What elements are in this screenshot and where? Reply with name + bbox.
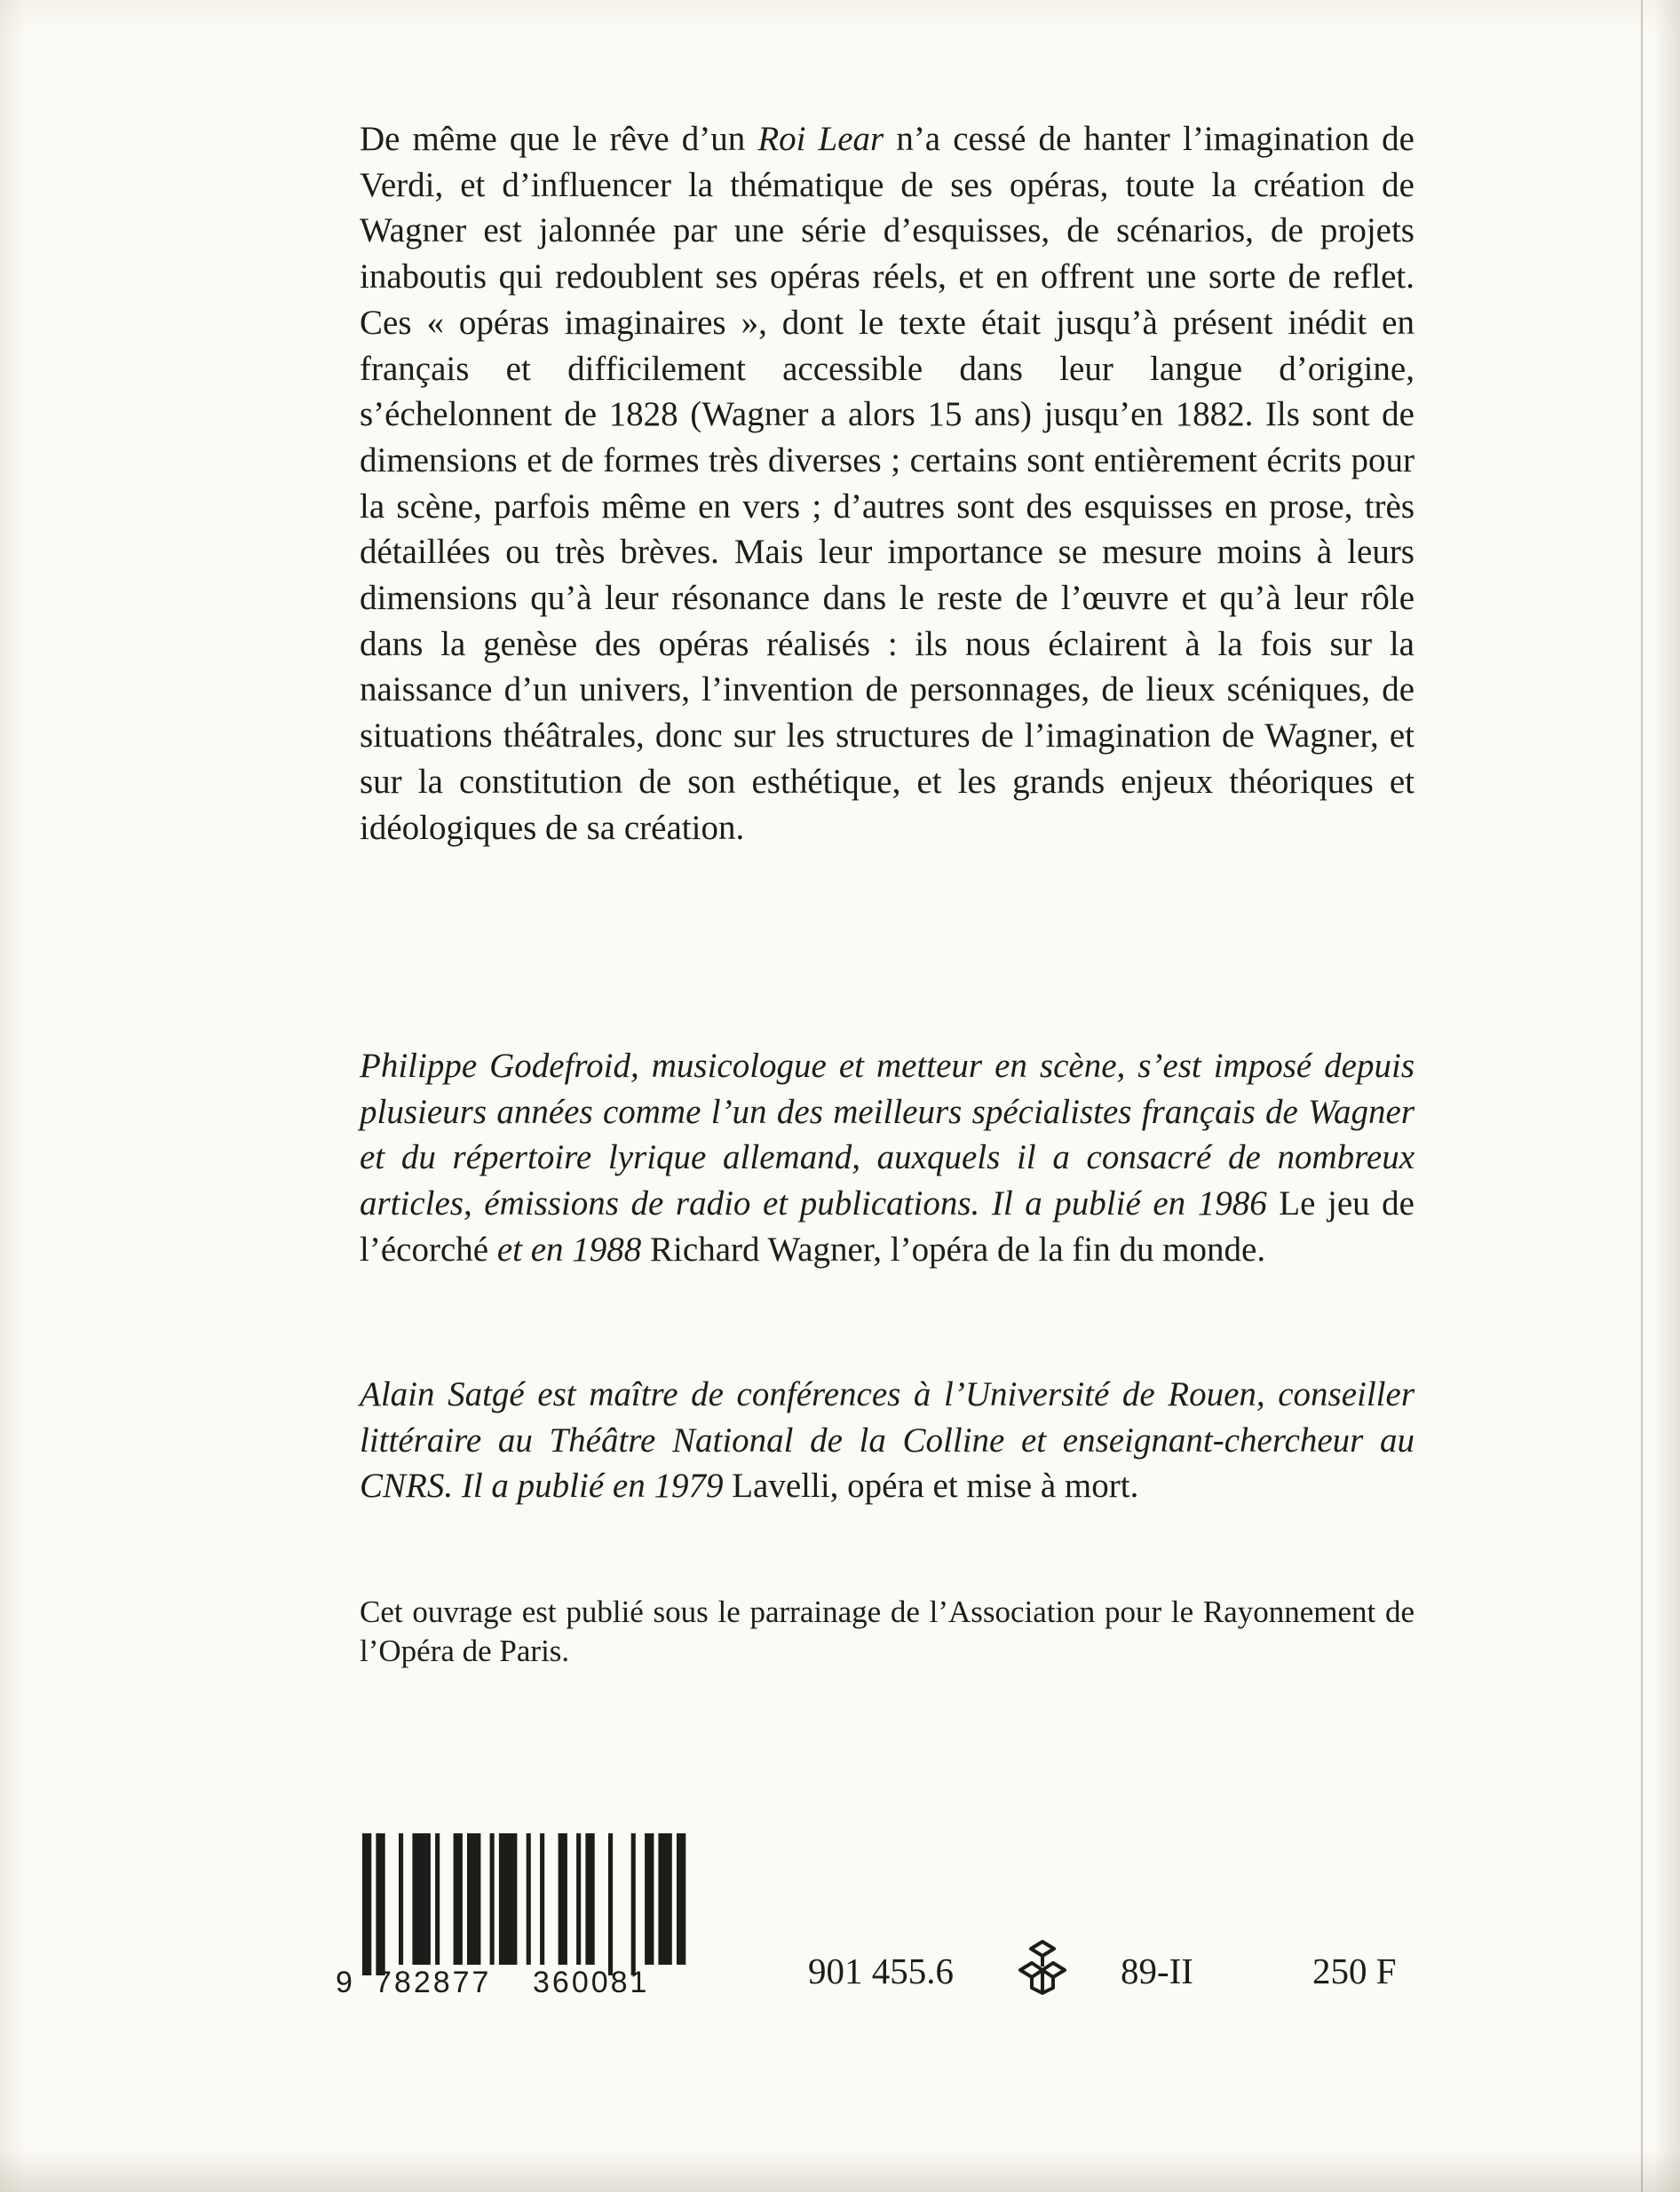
barcode-bar: [399, 1833, 403, 1965]
intro-title-roi-lear: Roi Lear: [757, 120, 884, 158]
barcode-bars: [336, 1833, 695, 1975]
reference-number: 901 455.6: [808, 1951, 954, 1991]
barcode-first-digit: 9: [336, 1966, 353, 1999]
book-title-jeu-ecorche: Le jeu de l’écorché: [360, 1184, 1415, 1269]
barcode-bar: [362, 1833, 371, 1975]
barcode-bar: [467, 1833, 480, 1965]
barcode-bar: [608, 1833, 613, 1975]
barcode-right-group: 360081: [533, 1966, 650, 1999]
barcode-bar: [631, 1833, 636, 1975]
bio-satge: [360, 1372, 1415, 1509]
bio-godefroid-text: Philippe Godefroid, musicologue et metteur en scène, s’est imposé depuis plusieurs années comme l’un des meilleurs spécialistes français de Wagner et du répertoire lyrique allemand, auxquels il a consacré de nombreux articles, émissions de radio et publications. Il a publié en 1986: [360, 1047, 1415, 1223]
barcode-bar: [585, 1833, 594, 1965]
bio-godefroid: [360, 1043, 1415, 1273]
book-title-lavelli: Lavelli, opéra et mise à mort: [732, 1467, 1130, 1506]
barcode-bar: [677, 1833, 685, 1965]
page-edge-line: [1641, 0, 1643, 2192]
barcode-bar: [559, 1833, 567, 1965]
barcode-bar: [527, 1833, 531, 1965]
barcode-bar: [412, 1833, 431, 1965]
barcode-bar: [499, 1833, 518, 1965]
barcode-bar: [645, 1833, 654, 1965]
publisher-logo-icon: [1013, 1938, 1072, 1997]
price: 250 F: [1312, 1951, 1397, 1991]
intro-text-rest: n’a cessé de hanter l’imagination de Verdi, et d’influencer la thématique de ses opéras, toute la création de Wagner est jalonnée par une série d’esquisses, de scénarios, de projets inaboutis qui redoublent ses opéras réels, et en offrent une sorte de reflet. Ces « opéras imaginaires », dont le texte était jusqu’à présent inédit en français et difficilement accessible dans leur langue d’origine, s’échelonnent de 1828 (Wagner a alors 15 ans) jusqu’en 1882. Ils sont de dimensions et de formes très diverses ; certains sont entièrement écrits pour la scène, parfois même en vers ; d’autres sont des esquisses en prose, très détaillées ou très brèves. Mais leur importance se mesure moins à leurs dimensions qu’à leur résonance dans le reste de l’œuvre et qu’à leur rôle dans la genèse des opéras réalisés : ils nous éclairent à la fois sur la naissance d’un univers, l’invention de personnages, de lieux scéniques, de situations théâtrales, donc sur les structures de l’imagination de Wagner, et sur la constitution de son esthétique, et les grands enjeux théoriques et idéologiques de sa création.: [360, 120, 1415, 847]
bio-satge-text: Alain Satgé est maître de conférences à l’Université de Rouen, conseiller littéraire au Théâtre National de la Colline et enseignant-chercheur au CNRS. Il a publié en 1979: [360, 1375, 1415, 1506]
isbn-barcode: [336, 1833, 695, 2006]
barcode-bar: [435, 1833, 440, 1965]
barcode-bar: [576, 1833, 581, 1965]
bio-godefroid-end: .: [1256, 1230, 1266, 1269]
issue-code: 89-II: [1121, 1951, 1193, 1991]
intro-paragraph: [360, 116, 1415, 851]
barcode-bar: [540, 1833, 544, 1965]
bio-satge-end: .: [1129, 1467, 1139, 1506]
barcode-bar: [658, 1833, 671, 1965]
bio-godefroid-middle: et en 1988: [488, 1230, 651, 1269]
barcode-left-group: 782877: [375, 1966, 492, 1999]
book-title-richard-wagner: Richard Wagner, l’opéra de la fin du monde: [650, 1230, 1257, 1269]
sponsor-note: Cet ouvrage est publié sous le parrainage de l’Association pour le Rayonnement de l’Opéra de Paris.: [360, 1595, 1415, 1668]
barcode-bar: [376, 1833, 384, 1975]
barcode-bar: [454, 1833, 463, 1965]
barcode-bar: [490, 1833, 495, 1965]
intro-text-start: De même que le rêve d’un: [360, 120, 758, 158]
